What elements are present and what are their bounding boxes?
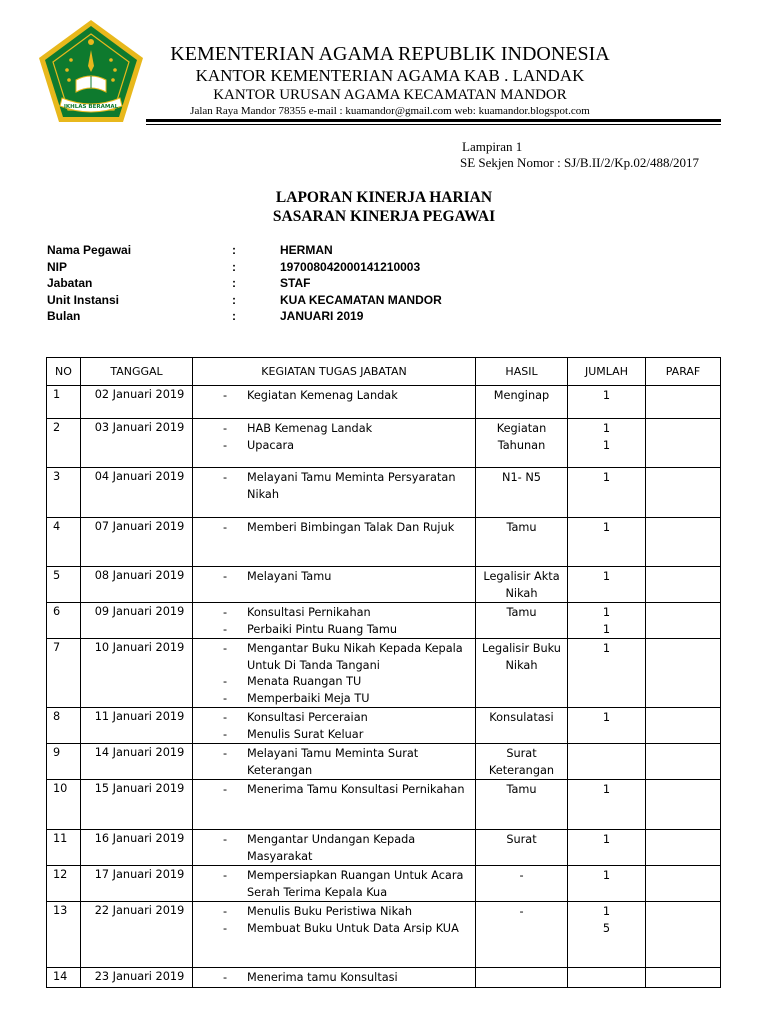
info-label: Jabatan (47, 276, 93, 290)
hasil-text: Surat (506, 747, 537, 760)
cell-hasil (476, 468, 568, 518)
info-colon: : (232, 292, 236, 307)
hasil-text: - (519, 869, 524, 882)
cell-tanggal: 03 Januari 2019 (81, 419, 193, 468)
cell-jumlah (568, 780, 646, 830)
cell-paraf (646, 386, 721, 419)
cell-kegiatan (193, 830, 476, 866)
cell-hasil (476, 518, 568, 567)
activity-text: Menulis Buku Peristiwa Nikah (247, 905, 412, 918)
activity-text: Menulis Surat Keluar (247, 727, 364, 741)
activity-text: Melayani Tamu Meminta Persyaratan Nikah (247, 471, 456, 501)
activity-text: Memperbaiki Meja TU (247, 691, 370, 705)
cell-jumlah (568, 468, 646, 518)
cell-jumlah (568, 866, 646, 902)
letterhead-kua: KANTOR URUSAN AGAMA KECAMATAN MANDOR (213, 87, 567, 103)
info-value: HERMAN (280, 243, 333, 257)
cell-tanggal: 23 Januari 2019 (81, 968, 193, 988)
cell-tanggal: 11 Januari 2019 (81, 708, 193, 744)
table-row (47, 468, 721, 518)
cell-hasil (476, 830, 568, 866)
activity-item (197, 832, 471, 865)
cell-tanggal: 16 Januari 2019 (81, 830, 193, 866)
jumlah-value: 1 (602, 869, 611, 882)
info-label: NIP (47, 259, 68, 274)
table-row (47, 518, 721, 567)
activity-text: Mengantar Undangan Kepada Masyarakat (247, 833, 416, 863)
activity-text: Melayani Tamu Meminta Surat Keterangan (247, 747, 419, 777)
activity-text: Mempersiapkan Ruangan Untuk Acara Serah Terima Kepala Kua (247, 869, 464, 899)
cell-jumlah (568, 567, 646, 603)
table-row (47, 968, 721, 988)
jumlah-value: 1 (602, 833, 611, 846)
hasil-text: Kegiatan (496, 422, 547, 435)
activity-item (197, 782, 471, 799)
header-kegiatan: KEGIATAN TUGAS JABATAN (193, 358, 476, 386)
cell-hasil (476, 744, 568, 780)
header-paraf: PARAF (646, 358, 721, 386)
letterhead-address: Jalan Raya Mandor 78355 e-mail : kuamandor@gmail.com web: kuamandor.blogspot.com (190, 105, 590, 117)
cell-no: 6 (47, 603, 81, 639)
header-hasil: HASIL (476, 358, 568, 386)
bullet-dash: - (223, 389, 228, 402)
table-row (47, 708, 721, 744)
table-row (47, 902, 721, 968)
activity-text: Upacara (247, 438, 295, 452)
bullet-dash: - (223, 905, 228, 918)
cell-kegiatan (193, 518, 476, 567)
jumlah-value: 1 (602, 642, 611, 655)
hasil-text: Tamu (506, 521, 537, 534)
info-colon: : (232, 309, 236, 323)
cell-kegiatan (193, 968, 476, 988)
cell-kegiatan (193, 419, 476, 468)
cell-kegiatan (193, 386, 476, 419)
bullet-dash: - (223, 691, 228, 705)
cell-paraf (646, 830, 721, 866)
cell-kegiatan (193, 744, 476, 780)
activity-text: Menerima tamu Konsultasi (247, 971, 398, 984)
hasil-text: Legalisir Akta (483, 570, 560, 583)
activity-item (197, 868, 471, 901)
bullet-dash: - (223, 747, 228, 760)
bullet-dash: - (223, 675, 228, 688)
cell-paraf (646, 603, 721, 639)
letterhead-rule-thick (146, 119, 721, 122)
cell-hasil (476, 708, 568, 744)
bullet-dash: - (223, 438, 228, 452)
cell-no: 10 (47, 780, 81, 830)
activity-item (197, 904, 471, 921)
cell-no: 3 (47, 468, 81, 518)
cell-tanggal: 08 Januari 2019 (81, 567, 193, 603)
cell-paraf (646, 968, 721, 988)
cell-kegiatan (193, 902, 476, 968)
info-colon: : (232, 259, 236, 274)
cell-no: 9 (47, 744, 81, 780)
cell-hasil (476, 902, 568, 968)
activity-item (197, 970, 471, 987)
activity-text: Melayani Tamu (247, 570, 332, 583)
cell-jumlah (568, 968, 646, 988)
cell-paraf (646, 419, 721, 468)
cell-kegiatan (193, 780, 476, 830)
letterhead-rule-thin (146, 124, 721, 125)
cell-paraf (646, 902, 721, 968)
report-title (0, 188, 768, 226)
activity-item (197, 388, 471, 405)
info-row (47, 260, 547, 277)
hasil-text: Tahunan (497, 438, 546, 452)
cell-tanggal: 17 Januari 2019 (81, 866, 193, 902)
cell-jumlah (568, 603, 646, 639)
cell-paraf (646, 780, 721, 830)
cell-no: 2 (47, 419, 81, 468)
bullet-dash: - (223, 570, 228, 583)
cell-hasil (476, 639, 568, 708)
info-value: STAF (280, 276, 311, 290)
info-row (47, 276, 547, 293)
cell-paraf (646, 744, 721, 780)
cell-no: 7 (47, 639, 81, 708)
cell-hasil (476, 419, 568, 468)
activity-text: Konsultasi Pernikahan (247, 606, 371, 619)
activity-item (197, 641, 471, 674)
cell-jumlah (568, 419, 646, 468)
info-label: Bulan (47, 309, 81, 323)
activity-item (197, 421, 471, 438)
cell-hasil (476, 968, 568, 988)
activity-item (197, 921, 471, 938)
jumlah-value: 1 (602, 422, 611, 435)
cell-jumlah (568, 708, 646, 744)
info-colon: : (232, 276, 236, 290)
hasil-text: Nikah (505, 586, 538, 600)
lampiran-reference: SE Sekjen Nomor : SJ/B.II/2/Kp.02/488/2017 (460, 155, 700, 170)
cell-tanggal: 15 Januari 2019 (81, 780, 193, 830)
info-row (47, 293, 547, 310)
hasil-text: Menginap (493, 389, 550, 402)
cell-paraf (646, 639, 721, 708)
jumlah-value: 1 (602, 606, 611, 619)
table-row (47, 639, 721, 708)
kemenag-logo-icon (36, 18, 146, 126)
activity-item (197, 710, 471, 727)
table-row (47, 744, 721, 780)
cell-no: 14 (47, 968, 81, 988)
cell-paraf (646, 518, 721, 567)
jumlah-value: 1 (602, 622, 611, 636)
jumlah-value: 1 (602, 783, 611, 796)
bullet-dash: - (223, 921, 228, 935)
bullet-dash: - (223, 642, 228, 655)
letterhead-ministry: KEMENTERIAN AGAMA REPUBLIK INDONESIA (170, 43, 610, 65)
cell-jumlah (568, 518, 646, 567)
hasil-text: - (519, 905, 524, 918)
logo-ribbon-text: IKHLAS BERAMAL (63, 104, 119, 110)
info-value: JANUARI 2019 (280, 309, 364, 323)
cell-no: 13 (47, 902, 81, 968)
activity-item (197, 605, 471, 622)
cell-hasil (476, 603, 568, 639)
jumlah-value: 1 (602, 711, 611, 724)
letterhead-office: KANTOR KEMENTERIAN AGAMA KAB . LANDAK (195, 66, 585, 85)
jumlah-value: 1 (602, 471, 611, 484)
activity-item (197, 674, 471, 691)
cell-no: 5 (47, 567, 81, 603)
activity-text: HAB Kemenag Landak (247, 422, 373, 435)
cell-no: 4 (47, 518, 81, 567)
bullet-dash: - (223, 711, 228, 724)
hasil-text: N1- N5 (502, 471, 541, 484)
cell-no: 8 (47, 708, 81, 744)
table-row (47, 419, 721, 468)
activity-text: Menata Ruangan TU (247, 675, 362, 688)
table-row (47, 866, 721, 902)
cell-kegiatan (193, 603, 476, 639)
activity-text: Memberi Bimbingan Talak Dan Rujuk (247, 521, 455, 534)
cell-jumlah (568, 639, 646, 708)
header-jumlah: JUMLAH (568, 358, 646, 386)
info-label: Unit Instansi (47, 292, 120, 307)
bullet-dash: - (223, 521, 228, 534)
activity-text: Perbaiki Pintu Ruang Tamu (247, 622, 398, 636)
hasil-text: Nikah (505, 658, 538, 672)
activity-text: Kegiatan Kemenag Landak (247, 389, 398, 402)
cell-no: 1 (47, 386, 81, 419)
bullet-dash: - (223, 971, 228, 984)
info-value: 197008042000141210003 (280, 259, 421, 274)
cell-tanggal: 09 Januari 2019 (81, 603, 193, 639)
activity-item (197, 727, 471, 744)
table-row (47, 567, 721, 603)
cell-paraf (646, 468, 721, 518)
cell-paraf (646, 866, 721, 902)
bullet-dash: - (223, 471, 228, 484)
table-row (47, 603, 721, 639)
cell-kegiatan (193, 639, 476, 708)
header-tanggal: TANGGAL (81, 358, 193, 386)
hasil-text: Tamu (506, 606, 537, 619)
hasil-text: Tamu (506, 783, 537, 796)
activity-text: Mengantar Buku Nikah Kepada Kepala Untuk Di Tanda Tangani (247, 642, 463, 672)
cell-tanggal: 07 Januari 2019 (81, 518, 193, 567)
cell-kegiatan (193, 468, 476, 518)
cell-hasil (476, 386, 568, 419)
activity-text: Membuat Buku Untuk Data Arsip KUA (247, 921, 459, 935)
employee-info (47, 243, 547, 326)
cell-hasil (476, 567, 568, 603)
report-title-line2: SASARAN KINERJA PEGAWAI (272, 208, 496, 225)
bullet-dash: - (223, 622, 228, 636)
activity-item (197, 569, 471, 586)
bullet-dash: - (223, 422, 228, 435)
activity-item (197, 746, 471, 779)
activity-text: Konsultasi Perceraian (247, 711, 368, 724)
jumlah-value: 1 (602, 570, 611, 583)
jumlah-value: 1 (602, 438, 611, 452)
table-row (47, 386, 721, 419)
cell-tanggal: 10 Januari 2019 (81, 639, 193, 708)
activity-item (197, 622, 471, 639)
cell-kegiatan (193, 567, 476, 603)
cell-jumlah (568, 386, 646, 419)
info-colon: : (232, 243, 236, 257)
cell-no: 11 (47, 830, 81, 866)
cell-no: 12 (47, 866, 81, 902)
hasil-text: Konsulatasi (489, 711, 554, 724)
cell-tanggal: 02 Januari 2019 (81, 386, 193, 419)
activity-item (197, 438, 471, 455)
cell-paraf (646, 708, 721, 744)
jumlah-value: 1 (602, 521, 611, 534)
jumlah-value: 1 (602, 905, 611, 918)
cell-jumlah (568, 830, 646, 866)
info-row (47, 243, 547, 260)
bullet-dash: - (223, 727, 228, 741)
hasil-text: Keterangan (488, 763, 555, 777)
info-value: KUA KECAMATAN MANDOR (280, 292, 442, 307)
jumlah-value: 5 (602, 921, 611, 935)
cell-kegiatan (193, 866, 476, 902)
cell-tanggal: 14 Januari 2019 (81, 744, 193, 780)
report-title-line1: LAPORAN KINERJA HARIAN (275, 189, 493, 206)
bullet-dash: - (223, 783, 228, 796)
header-no: NO (47, 358, 81, 386)
letterhead (140, 42, 640, 118)
activity-item (197, 470, 471, 503)
table-row (47, 830, 721, 866)
table-header-row (47, 358, 721, 386)
activity-item (197, 520, 471, 537)
jumlah-value: 1 (602, 389, 611, 402)
cell-kegiatan (193, 708, 476, 744)
bullet-dash: - (223, 869, 228, 882)
table-row (47, 780, 721, 830)
info-row (47, 309, 547, 326)
info-label: Nama Pegawai (47, 243, 132, 257)
cell-tanggal: 22 Januari 2019 (81, 902, 193, 968)
cell-hasil (476, 866, 568, 902)
cell-paraf (646, 567, 721, 603)
bullet-dash: - (223, 606, 228, 619)
activity-item (197, 691, 471, 708)
bullet-dash: - (223, 833, 228, 846)
hasil-text: Surat (506, 833, 537, 846)
performance-table (46, 357, 721, 988)
cell-jumlah (568, 902, 646, 968)
cell-tanggal: 04 Januari 2019 (81, 468, 193, 518)
cell-jumlah (568, 744, 646, 780)
hasil-text: Legalisir Buku (482, 642, 561, 655)
cell-hasil (476, 780, 568, 830)
lampiran-block (460, 139, 699, 171)
lampiran-label: Lampiran 1 (462, 139, 523, 154)
activity-text: Menerima Tamu Konsultasi Pernikahan (247, 783, 465, 796)
